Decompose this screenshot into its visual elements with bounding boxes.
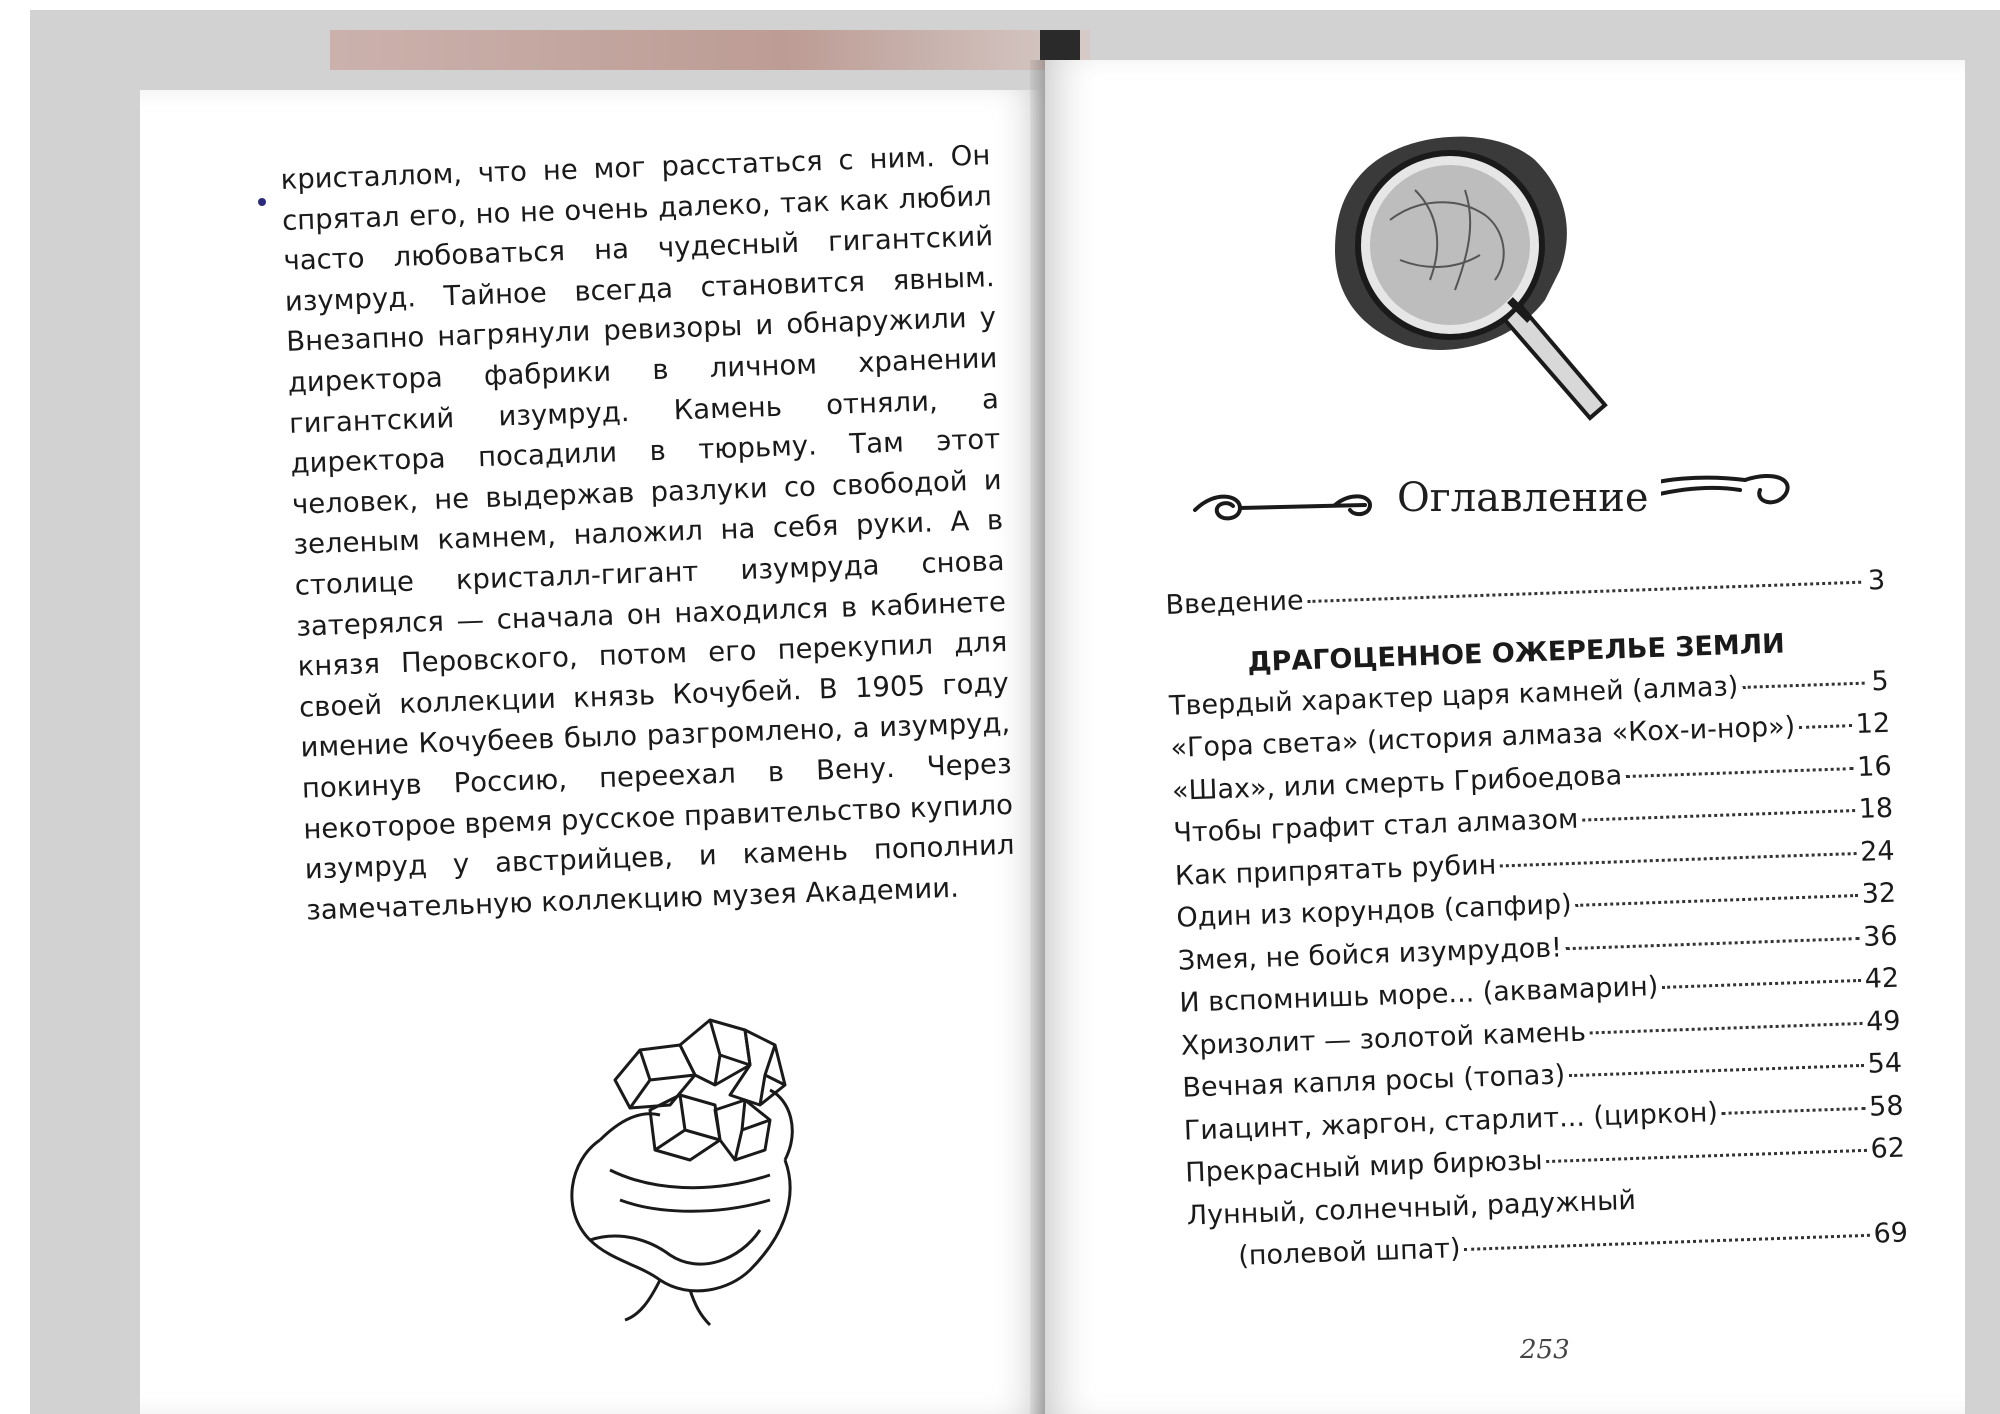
toc-leader [1566,936,1859,949]
toc-entry-page: 54 [1867,1047,1903,1080]
body-paragraph: кристаллом, что не мог расстаться с ним. Он спрятал его, но не очень далеко, так как любил часто любоваться на чудесный гигантский изумруд. Тайное всегда становится явным. Внезапно нагрянули ревизоры и обнаружили у директора фабрики в личном хранении гигантский изумруд. Камень отняли, а директора посадили в тюрьму. Там этот человек, не выдержав разлуки со свободой и зеленым камнем, наложил на себя руки. А в столице кристалл-гигант изумруда снова затерялся — сначала он находился в кабинете князя Перовского, потом его перекупил для своей коллекции князь Кочубей. В 1905 году имение Кочубеев было разгромлено, а изумруд, покинув Россию, переехал в Вену. Через некоторое время русское правительство купило изумруд у австрийцев, и камень пополнил замечательную коллекцию музея Академии. [280,139,1015,927]
book-edge-dark [1040,30,1080,60]
toc-entry-label: Гиацинт, жаргон, старлит... (циркон) [1183,1096,1719,1147]
toc-entry-last-line1: Лунный, солнечный, радужный [1186,1184,1637,1232]
toc-entry-page: 62 [1870,1132,1906,1165]
toc-entry-page: 3 [1867,564,1886,597]
left-page [140,90,1045,1414]
toc-entry-page: 16 [1856,750,1893,783]
toc-entry-label: Хризолит — золотой камень [1180,1016,1587,1062]
magnifier-illustration [1305,120,1635,430]
toc-entry-label: Введение [1165,585,1305,621]
pen-mark [258,198,266,206]
toc-leader [1799,724,1852,729]
toc-entry-label: Как припрятать рубин [1174,849,1497,892]
toc-entry-page: 36 [1862,920,1899,953]
toc-entry-label: «Гора света» (история алмаза «Кох-и-нор») [1169,711,1796,764]
toc-entry-label: Твердый характер царя камней (алмаз) [1168,670,1739,722]
toc-section-heading: ДРАГОЦЕННОЕ ОЖЕРЕЛЬЕ ЗЕМЛИ [1247,627,1786,678]
book-edge-strip [330,30,1090,70]
toc-leader [1582,809,1855,822]
toc-leader [1590,1021,1862,1034]
toc-entry-page: 69 [1873,1217,1909,1250]
toc-entry-label: Чтобы графит стал алмазом [1172,803,1579,849]
toc-leader [1569,1064,1864,1077]
toc-leader [1464,1234,1869,1251]
toc-entry-label: Один из корундов (сапфир) [1175,889,1573,934]
toc-entry-label: (полевой шпат) [1237,1233,1462,1272]
toc-leader [1500,852,1856,867]
toc-entry-label: Вечная капля росы (топаз) [1181,1059,1566,1104]
toc-title: Оглавление [1385,475,1661,521]
toc-entry-page: 12 [1855,707,1891,740]
toc-entry-page: 24 [1859,835,1896,868]
right-page [1045,60,1965,1414]
toc-entry-label: «Шах», или смерть Грибоедова [1171,759,1623,807]
toc-entry-page: 18 [1858,792,1894,825]
toc-entry-page: 32 [1861,877,1897,910]
toc-leader [1547,1149,1867,1163]
page-number: 253 [1520,1335,1570,1365]
toc-leader [1308,581,1862,603]
crystal-bag-illustration [530,990,840,1330]
toc-entry-label: Прекрасный мир бирюзы [1184,1145,1544,1189]
toc-entry-label: Змея, не бойся изумрудов! [1177,931,1563,977]
toc-leader [1626,767,1853,778]
toc-leader [1722,1106,1865,1114]
body-text [280,135,1016,931]
toc-entry-page: 49 [1865,1005,1902,1038]
toc-entry-page: 58 [1868,1090,1904,1123]
toc-entry-page: 5 [1870,665,1890,697]
toc-entry-page: 42 [1864,962,1900,995]
table-of-contents [1165,565,1909,1285]
toc-entry-label: И вспомнишь море... (аквамарин) [1178,971,1659,1019]
toc-leader [1662,979,1861,989]
toc-leader [1742,681,1865,688]
toc-leader [1576,894,1858,907]
